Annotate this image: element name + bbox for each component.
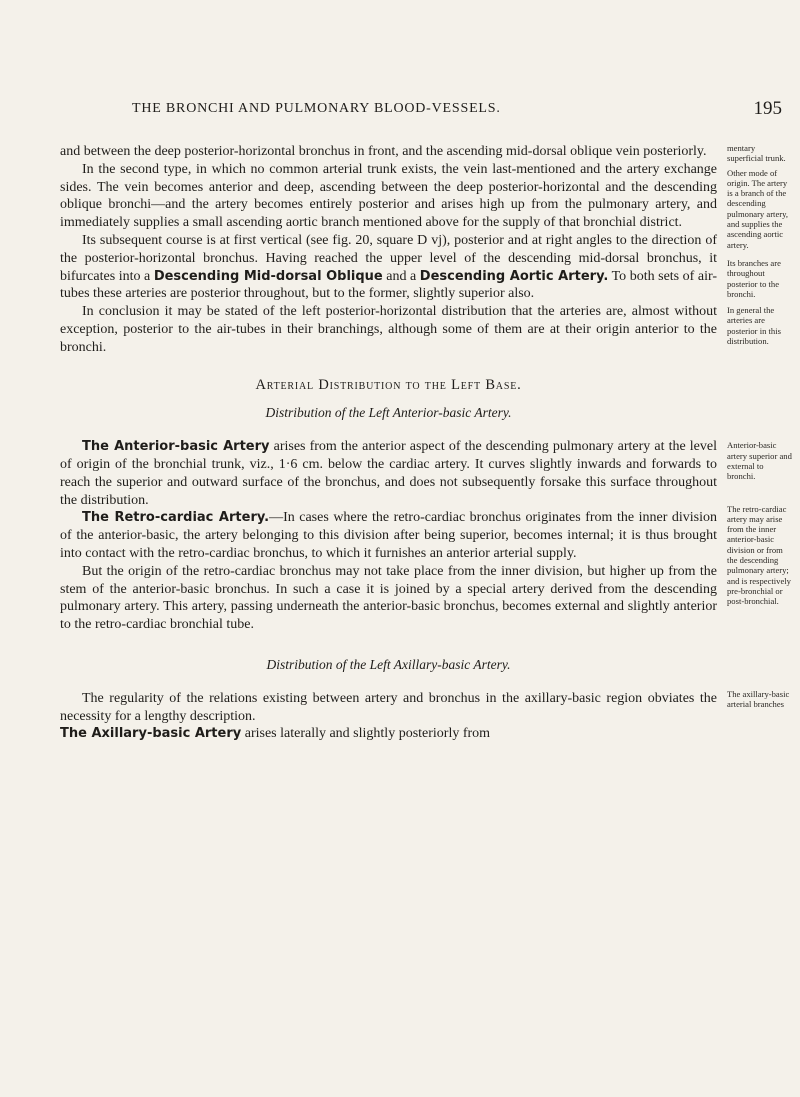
margin-note: Its branches are throughout posterior to the bronchi. <box>727 257 781 299</box>
term-descending-aortic-artery: Descending Aortic Artery. <box>419 268 609 284</box>
paragraph: The Axillary-basic Artery arises laterally and slightly posteriorly from <box>60 726 491 742</box>
paragraph: The regularity of the relations existing between artery and bronchus in the axillary-basic region obviates the necessity for a lengthy description. <box>60 690 717 724</box>
term-anterior-basic-artery: The Anterior-basic Artery <box>82 439 270 455</box>
paragraph: The Retro-cardiac Artery.—In cases where the retro-cardiac bronchus originates from the inner division of the anterior-basic, the artery belonging to this division after being superior, becomes internal; it is thus brought into contact with the retro-cardiac bronchus, to which it furnishes an anterior arterial supply. <box>60 510 717 561</box>
margin-notes <box>727 143 793 712</box>
main-text <box>60 143 717 743</box>
term-retro-cardiac-artery: The Retro-cardiac Artery. <box>82 510 270 526</box>
term-descending-mid-dorsal-oblique: Descending Mid-dorsal Oblique <box>153 268 383 284</box>
margin-note: Other mode of origin. The artery is a branch of the descending pulmonary artery, and supplies the ascending aortic artery. <box>727 167 789 250</box>
margin-note: In general the arteries are posterior in this distribution. <box>727 305 781 347</box>
paragraph: But the origin of the retro-cardiac bronchus may not take place from the inner division, but higher up from the stem of the anterior-basic bronchus. In such a case it is joined by a special artery derived from the descending pulmonary artery. This artery, passing underneath the anterior-basic bronchus, becomes external and slightly anterior to the retro-cardiac bronchial tube. <box>60 563 717 633</box>
paragraph: In the second type, in which no common arterial trunk exists, the vein last-mentioned and the artery exchange sides. The vein becomes anterior and deep, ascending between the deep posterior-horizontal and the descending oblique bronchi—and the artery becomes entirely posterior and arises high up from the pulmonary artery, and immediately supplies a small ascending aortic branch mentioned above for the supply of that bronchial district. <box>60 161 717 231</box>
margin-note: The axillary-basic arterial branches <box>727 688 790 709</box>
paragraph: The Anterior-basic Artery arises from the anterior aspect of the descending pulmonary artery at the level of origin of the bronchial trunk, viz., 1·6 cm. below the cardiac artery. It curves slightly inwards and forwards to reach the superior and outward surface of the bronchus, and does not subsequently forsake this surface throughout the distribution. <box>60 439 717 508</box>
term-axillary-basic-artery: The Axillary-basic Artery <box>60 726 242 742</box>
running-head: THE BRONCHI AND PULMONARY BLOOD-VESSELS. <box>132 101 501 116</box>
margin-note: The retro-cardiac artery may arise from the inner anterior-basic division or from the descending pulmonary artery; and is respectively pre-bronchial or post-bronchial. <box>727 503 791 607</box>
margin-note: mentary superficial trunk. <box>727 143 786 164</box>
paragraph: In conclusion it may be stated of the left posterior-horizontal distribution that the arteries are, almost without exception, posterior to the air-tubes in their branchings, although some of them are at their origin anterior to the bronchi. <box>60 304 717 355</box>
margin-note: Anterior-basic artery superior and external to bronchi. <box>727 440 792 482</box>
sub-heading: Distribution of the Left Anterior-basic Artery. <box>265 405 512 421</box>
page-number: 195 <box>753 98 782 119</box>
sub-heading: Distribution of the Left Axillary-basic Artery. <box>266 656 511 672</box>
paragraph: Its subsequent course is at first vertical (see fig. 20, square D vj), posterior and at right angles to the direction of the posterior-horizontal bronchus. Having reached the upper level of the descending mid-dorsal bronchus, it bifurcates into a Descending Mid-dorsal Oblique and a Descending Aortic Artery. To both sets of air-tubes these arteries are posterior throughout, but to the former, slightly superior also. <box>60 232 718 302</box>
paragraph: and between the deep posterior-horizontal bronchus in front, and the ascending mid-dorsal oblique vein posteriorly. <box>60 144 707 159</box>
section-heading: Arterial Distribution to the Left Base. <box>255 376 522 393</box>
page-header <box>60 98 782 125</box>
